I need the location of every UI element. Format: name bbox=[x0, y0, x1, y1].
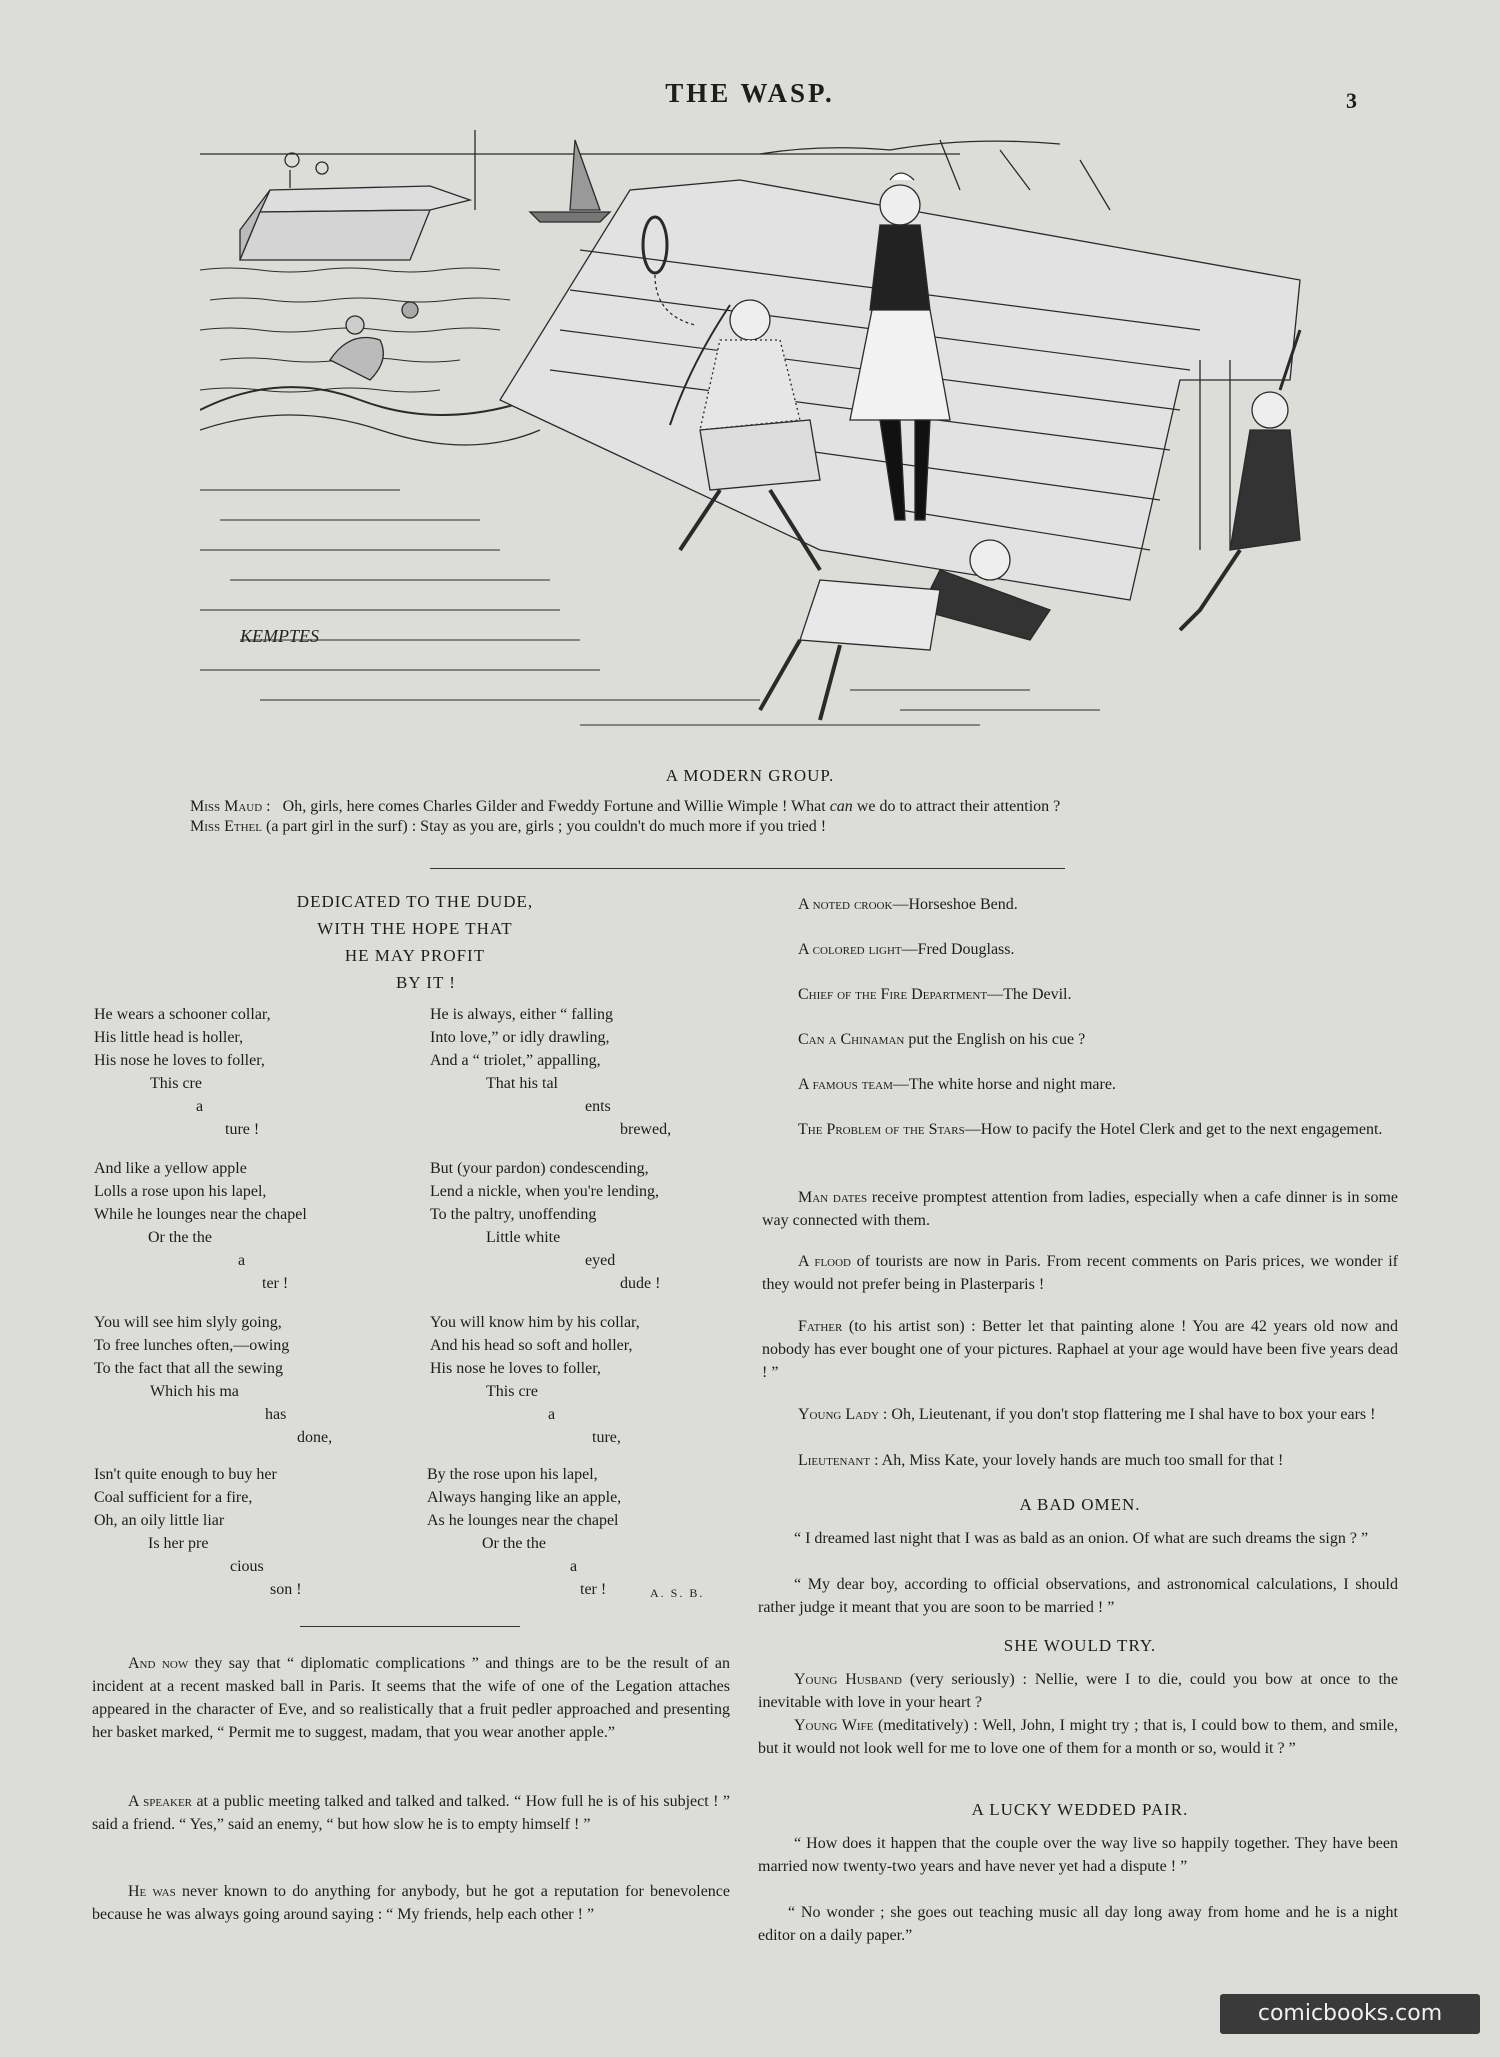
poem-line: To the fact that all the sewing bbox=[94, 1360, 284, 1377]
poem-line: His nose he loves to foller, bbox=[430, 1360, 601, 1377]
poem-line: brewed, bbox=[620, 1121, 672, 1138]
poem-line: You will know him by his collar, bbox=[430, 1314, 640, 1331]
poem-line: done, bbox=[297, 1429, 333, 1446]
poem-line: Coal sufficient for a fire, bbox=[94, 1489, 253, 1506]
masthead: THE WASP. bbox=[665, 78, 835, 108]
poem-line: His nose he loves to foller, bbox=[94, 1052, 265, 1069]
joke-raphael: Father (to his artist son) : Better let that painting alone ! You are 42 years old now and nobody has ever bought one of your pictures. Raphael at your age would have been five years dead ! ” bbox=[762, 1318, 1398, 1381]
poem-line: cious bbox=[230, 1558, 264, 1575]
poem-line: Little white bbox=[486, 1229, 561, 1246]
poem-line: This cre bbox=[150, 1075, 202, 1092]
poem-line: ture ! bbox=[225, 1121, 260, 1138]
poem-line: Or the the bbox=[482, 1535, 546, 1552]
caption-line-2: Miss Ethel (a part girl in the surf) : Stay as you are, girls ; you couldn't do much more if you tried ! bbox=[190, 818, 827, 835]
poem-line: ter ! bbox=[262, 1275, 289, 1292]
poem-line: Isn't quite enough to buy her bbox=[94, 1466, 277, 1483]
poem-line: a bbox=[548, 1406, 556, 1423]
joke-noted-crook: A noted crook—Horseshoe Bend. bbox=[798, 896, 1018, 913]
poem-line: a bbox=[570, 1558, 578, 1575]
poem-line: ter ! bbox=[580, 1581, 607, 1598]
paragraph-benevolence: He was never known to do anything for anybody, but he got a reputation for benevolence because he was always going around saying : “ My friends, help each other ! ” bbox=[92, 1883, 731, 1923]
poem-line: And his head so soft and holler, bbox=[430, 1337, 633, 1354]
wedded-pair-p2: “ No wonder ; she goes out teaching music all day long away from home and he is a night editor on a daily paper.” bbox=[758, 1904, 1398, 1944]
joke-young-lady: Young Lady : Oh, Lieutenant, if you don't stop flattering me I shal have to box your ears ! bbox=[798, 1406, 1376, 1423]
paragraph-speaker: A speaker at a public meeting talked and talked and talked. “ How full he is of his subject ! ” said a friend. “ Yes,” said an enemy, “ but how slow he is to empty himself ! ” bbox=[92, 1793, 730, 1833]
paragraph-masked-ball: And now they say that “ diplomatic complications ” and things are to be the result of an incident at a recent masked ball in Paris. It seems that the wife of one of the Legation attaches appeared in the character of Eve, and so realistically that a fruit pedler approached and presenting her basket marked, “ Permit me to suggest, madam, that you wear another apple.” bbox=[92, 1655, 731, 1741]
poem-line: Lend a nickle, when you're lending, bbox=[430, 1183, 660, 1200]
poem-line: He wears a schooner collar, bbox=[94, 1006, 271, 1023]
page-number: 3 bbox=[1346, 88, 1357, 113]
poem-line: To the paltry, unoffending bbox=[430, 1206, 597, 1223]
section-rule bbox=[430, 868, 1065, 869]
poem-line: Always hanging like an apple, bbox=[427, 1489, 622, 1506]
poem-line: ture, bbox=[592, 1429, 621, 1446]
joke-colored-light: A colored light—Fred Douglass. bbox=[798, 941, 1015, 958]
joke-man-dates: Man dates receive promptest attention from ladies, especially when a cafe dinner is in some way connected with them. bbox=[762, 1189, 1398, 1229]
joke-famous-team: A famous team—The white horse and night mare. bbox=[798, 1076, 1116, 1093]
poem-line: He is always, either “ falling bbox=[430, 1006, 614, 1023]
poem-line: His little head is holler, bbox=[94, 1029, 244, 1046]
poem-line: eyed bbox=[585, 1252, 616, 1269]
poem-line: Oh, an oily little liar bbox=[94, 1512, 225, 1529]
poem-line: That his tal bbox=[486, 1075, 558, 1092]
artist-signature: KEMPTES bbox=[240, 626, 319, 646]
poem-line: And a “ triolet,” appalling, bbox=[430, 1052, 601, 1069]
beach-illustration bbox=[200, 130, 1310, 740]
wedded-pair-p1: “ How does it happen that the couple over the way live so happily together. They have been married now twenty-two years and have never yet had a dispute ! ” bbox=[758, 1835, 1398, 1875]
poem-line: has bbox=[265, 1406, 287, 1423]
heading-bad-omen: A BAD OMEN. bbox=[1019, 1495, 1141, 1514]
poem-line: This cre bbox=[486, 1383, 538, 1400]
poem-line: You will see him slyly going, bbox=[94, 1314, 282, 1331]
bad-omen-p2: “ My dear boy, according to official observations, and astronomical calculations, I should rather judge it meant that you are soon to be married ! ” bbox=[758, 1576, 1398, 1616]
would-try-p2: Young Wife (meditatively) : Well, John, I might try ; that is, I could bow to them, and smile, but it would not look well for me to love one of them for a month or so, would it ? ” bbox=[758, 1717, 1398, 1757]
joke-chinaman: Can a Chinaman put the English on his cue ? bbox=[798, 1031, 1086, 1048]
poem-line: a bbox=[196, 1098, 204, 1115]
site-watermark: comicbooks.com bbox=[1220, 1994, 1480, 2034]
poem-line: son ! bbox=[270, 1581, 302, 1598]
poem-line: Which his ma bbox=[150, 1383, 239, 1400]
poem-line: Into love,” or idly drawling, bbox=[430, 1029, 610, 1046]
poem-line: And like a yellow apple bbox=[94, 1160, 247, 1177]
poem-signature: A. S. B. bbox=[650, 1586, 705, 1600]
joke-fire-chief: Chief of the Fire Department—The Devil. bbox=[798, 986, 1072, 1003]
poem-line: But (your pardon) condescending, bbox=[430, 1160, 649, 1177]
poem-line: Is her pre bbox=[148, 1535, 209, 1552]
joke-lieutenant: Lieutenant : Ah, Miss Kate, your lovely hands are much too small for that ! bbox=[798, 1452, 1284, 1469]
joke-stars: The Problem of the Stars—How to pacify the Hotel Clerk and get to the next engagement. bbox=[798, 1121, 1383, 1138]
poem-line: As he lounges near the chapel bbox=[427, 1512, 619, 1529]
heading-would-try: SHE WOULD TRY. bbox=[1003, 1636, 1157, 1655]
heading-wedded-pair: A LUCKY WEDDED PAIR. bbox=[971, 1800, 1189, 1819]
poem-line: a bbox=[238, 1252, 246, 1269]
poem-line: While he lounges near the chapel bbox=[94, 1206, 307, 1223]
joke-plasterparis: A flood of tourists are now in Paris. From recent comments on Paris prices, we wonder if they would not prefer being in Plasterparis ! bbox=[762, 1253, 1398, 1293]
caption-line-1: Miss Maud : Oh, girls, here comes Charles Gilder and Fweddy Fortune and Willie Wimple ! What can we do to attract their attention ? bbox=[190, 798, 1061, 815]
poem-line: Or the the bbox=[148, 1229, 212, 1246]
poem-line: To free lunches often,—owing bbox=[94, 1337, 290, 1354]
caption-title: A MODERN GROUP. bbox=[665, 766, 835, 785]
poem-line: Lolls a rose upon his lapel, bbox=[94, 1183, 267, 1200]
poem-rule bbox=[300, 1626, 520, 1627]
poem-line: ents bbox=[585, 1098, 611, 1115]
bad-omen-p1: “ I dreamed last night that I was as bald as an onion. Of what are such dreams the sign ? ” bbox=[794, 1530, 1369, 1547]
poem-line: dude ! bbox=[620, 1275, 661, 1292]
would-try-p1: Young Husband (very seriously) : Nellie, were I to die, could you bow at once to the inevitable with love in your heart ? bbox=[758, 1671, 1398, 1711]
poem-line: By the rose upon his lapel, bbox=[427, 1466, 598, 1483]
poem-title: DEDICATED TO THE DUDE, WITH THE HOPE THAT HE MAY PROFIT BY IT ! bbox=[296, 892, 534, 992]
